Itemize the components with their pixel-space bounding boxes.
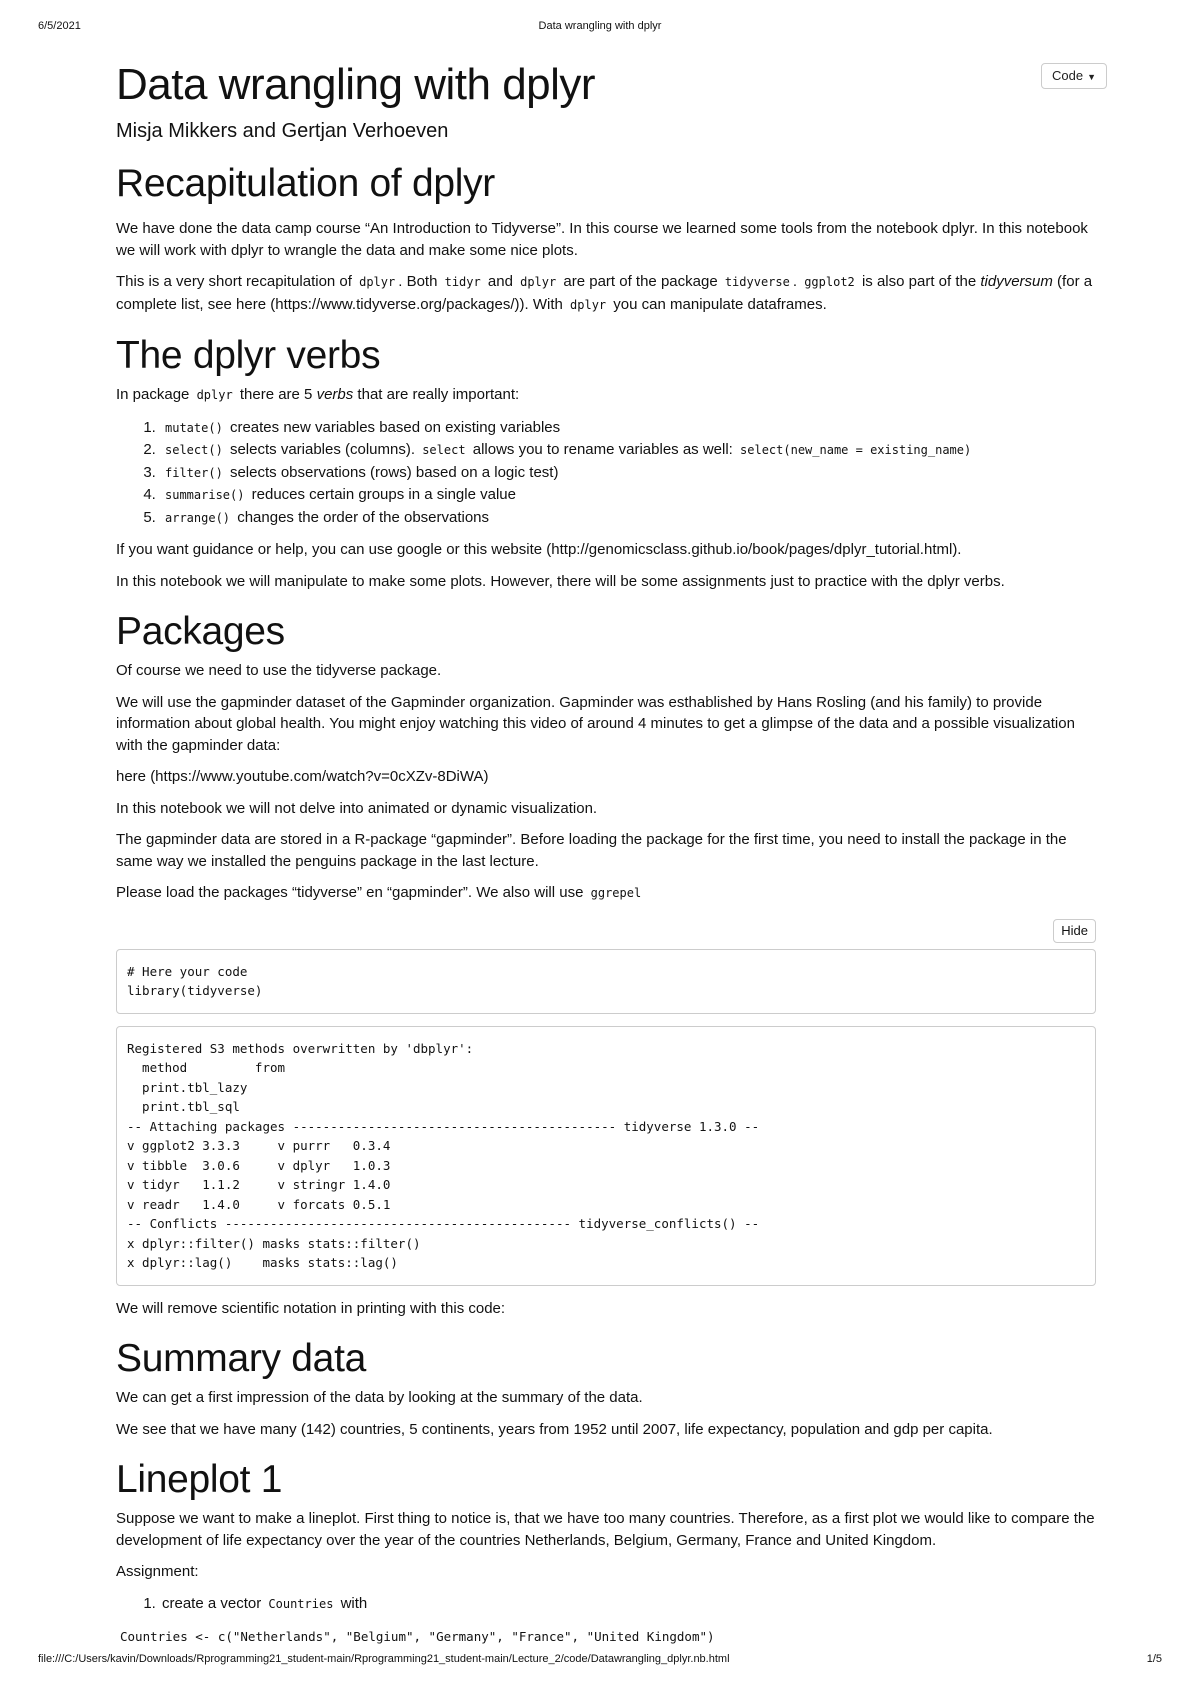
inline-code: dplyr [570, 297, 607, 312]
heading-packages: Packages [116, 610, 285, 653]
list-item [160, 484, 1096, 507]
inline-code: ggrepel [590, 886, 642, 900]
list-item [160, 1593, 1096, 1616]
text: selects observations (rows) based on a logic test) [225, 463, 559, 481]
caret-down-icon: ▼ [1087, 71, 1096, 82]
packages-paragraph-3: here (https://www.youtube.com/watch?v=0cXZv-8DiWA) [116, 768, 489, 785]
print-date: 6/5/2021 [38, 20, 81, 32]
hide-button[interactable]: Hide [1053, 919, 1096, 943]
inline-code: Countries [268, 1596, 334, 1611]
emphasis: verbs [316, 386, 354, 403]
heading-recap: Recapitulation of dplyr [116, 162, 495, 205]
text: with [336, 1594, 368, 1612]
packages-paragraph-6 [116, 882, 1096, 905]
lineplot-paragraph-1: Suppose we want to make a lineplot. First thing to notice is, that we have too many countries. Therefore, as a first plot we would like to compare the development of life expectancy over the year of the countries Netherlands, Belgium, Germany, France and United Kingdom. [116, 1510, 1095, 1549]
text: This is a very short recapitulation of [116, 273, 357, 290]
recap-paragraph-1: We have done the data camp course “An Introduction to Tidyverse”. In this course we learned some tools from the notebook dplyr. In this notebook we will work with dplyr to wrangle the data and make some nice plots. [116, 220, 1088, 259]
code-menu-label: Code [1052, 68, 1084, 83]
emphasis: tidyversum [980, 273, 1053, 290]
list-item [160, 462, 1096, 485]
text: are part of the package [559, 273, 722, 290]
verbs-note: In this notebook we will manipulate to make some plots. However, there will be some assignments just to practice with the dplyr verbs. [116, 572, 1005, 590]
text: that are really important: [353, 386, 520, 403]
text: selects variables (columns). [225, 441, 420, 458]
inline-code: tidyr [444, 275, 481, 289]
notebook-content [116, 56, 1096, 1644]
text: and [483, 273, 518, 290]
doc-title: Data wrangling with dplyr [116, 60, 596, 109]
text: reduces certain groups in a single value [247, 486, 516, 503]
text: there are 5 [235, 386, 317, 403]
inline-code: ggplot2 [804, 275, 855, 289]
doc-author: Misja Mikkers and Gertjan Verhoeven [116, 120, 449, 142]
print-footer [38, 1653, 1162, 1669]
text: changes the order of the observations [233, 508, 490, 526]
recap-paragraph-2 [116, 271, 1096, 316]
heading-verbs: The dplyr verbs [116, 334, 381, 377]
inline-code: select() [165, 443, 223, 457]
code-chunk [116, 919, 1096, 1014]
packages-paragraph-5: The gapminder data are stored in a R-package “gapminder”. Before loading the package for the first time, you need to install the package in the same way we installed the penguins package in the last lecture. [116, 831, 1067, 870]
inline-code: mutate() [165, 420, 223, 435]
heading-summary: Summary data [116, 1337, 366, 1380]
text: you can manipulate dataframes. [609, 295, 827, 313]
packages-paragraph-2: We will use the gapminder dataset of the Gapminder organization. Gapminder was esthablished by Hans Rosling (and his family) to provide information about global health. You might enjoy watching this video of around 4 minutes to get a glimpse of the data and a possible visualization with the gapminder data: [116, 693, 1075, 754]
text: creates new variables based on existing variables [225, 418, 561, 436]
output-block: Registered S3 methods overwritten by 'dbplyr': method from print.tbl_lazy print.tbl_sql -- Attaching packages ------------------------------------------- tidyverse 1.3.0 -- v ggplot2 3.3.3 v purrr 0.3.4 v tibble 3.0.6 v dplyr 1.0.3 v tidyr 1.1.2 v stringr 1.4.0 v readr 1.4.0 v forcats 0.5.1 -- Conflicts ---------------------------------------------- tidyverse_conflicts() -- x dplyr::filter() masks stats::filter() x dplyr::lag() masks stats::lag() [116, 1026, 1096, 1286]
text: . [792, 273, 802, 290]
text: allows you to rename variables as well: [468, 441, 738, 458]
code-block: # Here your code library(tidyverse) [116, 949, 1096, 1014]
assignment-list [116, 1593, 1096, 1616]
verbs-list [116, 417, 1096, 530]
inline-code: filter() [165, 465, 223, 480]
code-line: Countries <- c("Netherlands", "Belgium", "Germany", "France", "United Kingdom") [120, 1629, 715, 1644]
list-item [160, 507, 1096, 530]
text: . Both [398, 273, 442, 290]
text: Please load the packages “tidyverse” en “gapminder”. We also will use [116, 884, 588, 901]
heading-lineplot: Lineplot 1 [116, 1458, 283, 1501]
summary-paragraph-2: We see that we have many (142) countries, 5 continents, years from 1952 until 2007, life expectancy, population and gdp per capita. [116, 1420, 993, 1438]
verbs-intro [116, 384, 1096, 407]
lineplot-paragraph-2: Assignment: [116, 1563, 199, 1580]
page-number: 1/5 [1146, 1653, 1162, 1665]
inline-code: arrange() [165, 510, 231, 525]
inline-code: dplyr [520, 275, 557, 289]
packages-paragraph-4: In this notebook we will not delve into animated or dynamic visualization. [116, 799, 598, 817]
list-item [160, 439, 1096, 462]
text: is also part of the [857, 273, 981, 290]
print-header [38, 20, 1162, 38]
summary-paragraph-1: We can get a first impression of the data by looking at the summary of the data. [116, 1389, 643, 1406]
text: (for a complete list, see here (https://www.tidyverse.org/packages/)). With [116, 273, 1093, 313]
inline-code: summarise() [165, 488, 245, 502]
list-item [160, 417, 1096, 440]
inline-code: tidyverse [724, 275, 790, 289]
inline-code: dplyr [359, 275, 396, 289]
inline-code: select [422, 443, 466, 457]
verbs-help: If you want guidance or help, you can use google or this website (http://genomicsclass.github.io/book/pages/dplyr_tutorial.html). [116, 541, 962, 558]
print-title: Data wrangling with dplyr [538, 20, 662, 32]
text: create a vector [162, 1594, 266, 1612]
inline-code: select(new_name = existing_name) [740, 443, 972, 457]
file-path: file:///C:/Users/kavin/Downloads/Rprogramming21_student-main/Rprogramming21_student-main/Lecture_2/code/Datawrangling_dplyr.nb.html [38, 1653, 730, 1665]
inline-code: dplyr [196, 388, 233, 402]
text: In package [116, 386, 194, 403]
packages-paragraph-1: Of course we need to use the tidyverse package. [116, 662, 442, 679]
packages-paragraph-7: We will remove scientific notation in printing with this code: [116, 1299, 506, 1317]
